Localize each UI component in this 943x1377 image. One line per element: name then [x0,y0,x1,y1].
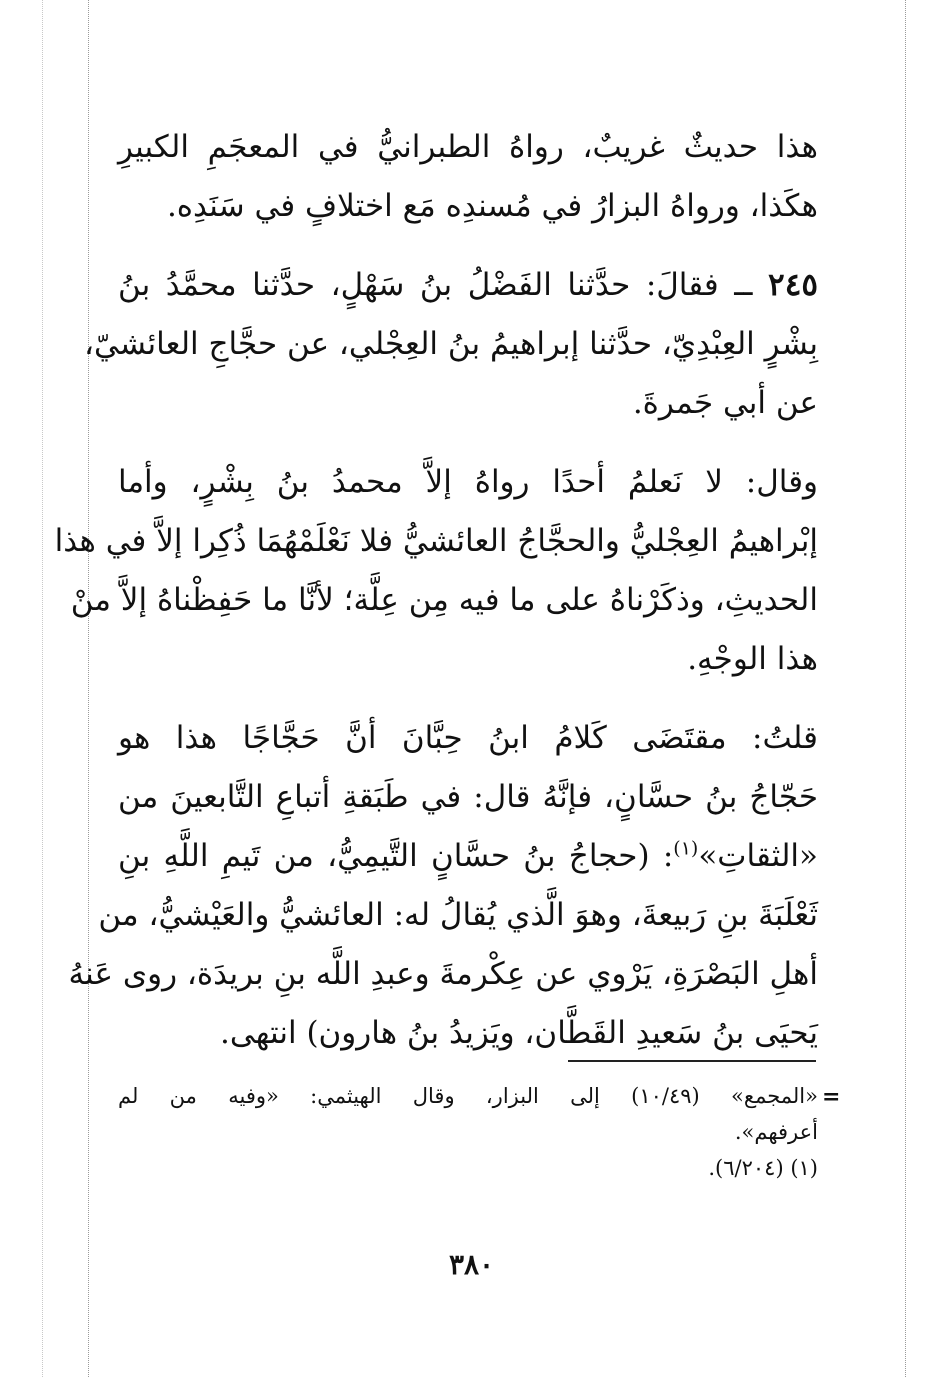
text-line-rest: ــ فقالَ: حدَّثنا الفَضْلُ بنُ سَهْلٍ، حدَّثنا محمَّدُ بنُ [118,267,753,303]
page-body [54,118,818,1063]
paragraph-1 [118,118,818,236]
text-line: هذا الوجْهِ. [687,641,818,677]
footnote-reference[interactable]: (١) [673,837,699,860]
text-line: حَجّاجُ بنُ حسَّانٍ، فإنَّهُ قال: في طَبَقةِ أتباعِ التَّابعينَ من [118,779,818,815]
page-number: ٣٨٠ [448,1248,495,1281]
text-line: قلتُ: مقتَضَى كَلامُ ابنُ حِبَّانَ أنَّ حَجَّاجًا هذا هو [118,720,818,756]
text-line: بِشْرٍ العِبْدِيّ، حدَّثنا إبراهيمُ بنُ العِجْلي، عن حجَّاجِ العائشيّ، [84,326,818,362]
footnote-continuation-mark: = [822,1084,841,1110]
hadith-number: ٢٤٥ [768,267,818,303]
margin-dots-outer [42,0,43,1377]
text-line: يَحيَى بنُ سَعيدِ القَطَّان، ويَزيدُ بنُ هارون) انتهى. [220,1015,818,1051]
footnote-1: (١) (٦/٢٠٤). [708,1156,818,1180]
text-line: هذا حديثٌ غريبٌ، رواهُ الطبرانيُّ في المعجَمِ الكبيرِ [118,129,818,165]
paragraph-3 [54,453,818,689]
text-line: أهلِ البَصْرَةِ، يَرْوي عن عِكْرمةَ وعبدِ اللَّه بنِ بريدَة، روى عَنهُ [68,956,818,992]
footnote-line: أعرفهم». [734,1120,818,1144]
footnote-separator [568,1060,816,1062]
text-line [118,256,818,315]
paragraph-4 [68,709,818,1063]
footnotes [118,1078,818,1186]
footnote-line: «المجمع» (١٠/٤٩) إلى البزار، وقال الهيثمي: «وفيه من لم [118,1084,818,1108]
margin-dots-left [88,0,89,1377]
paragraph-hadith-245 [84,256,818,433]
text-line: عن أبي جَمرةَ. [632,385,818,421]
text-line [118,827,818,886]
text-line: ثَعْلَبَةَ بنِ رَبيعةَ، وهوَ الَّذي يُقالُ له: العائشيُّ والعَيْشيُّ، من [98,897,818,933]
margin-dots-right [905,0,906,1377]
text-line: إبْراهيمُ العِجْليُّ والحجَّاجُ العائشيُّ فلا نَعْلَمْهُمَا ذُكِرا إلاَّ في هذا [54,523,818,559]
text-line-rest: : (حجاجُ بنُ حسَّانٍ التَّيمِيُّ، من تَيمِ اللَّهِ بنِ [118,838,674,874]
text-line: هكَذا، ورواهُ البزارُ في مُسندِه مَع اختلافٍ في سَنَدِه. [166,188,818,224]
text-line: الحديثِ، وذكَرْناهُ على ما فيه مِن عِلَّة؛ لأنَّا ما حَفِظْناهُ إلاَّ منْ [70,582,818,618]
text-line-start: «الثقاتِ» [698,838,818,874]
text-line: وقال: لا نَعلمُ أحدًا رواهُ إلاَّ محمدُ بنُ بِشْرٍ، وأما [118,464,818,500]
